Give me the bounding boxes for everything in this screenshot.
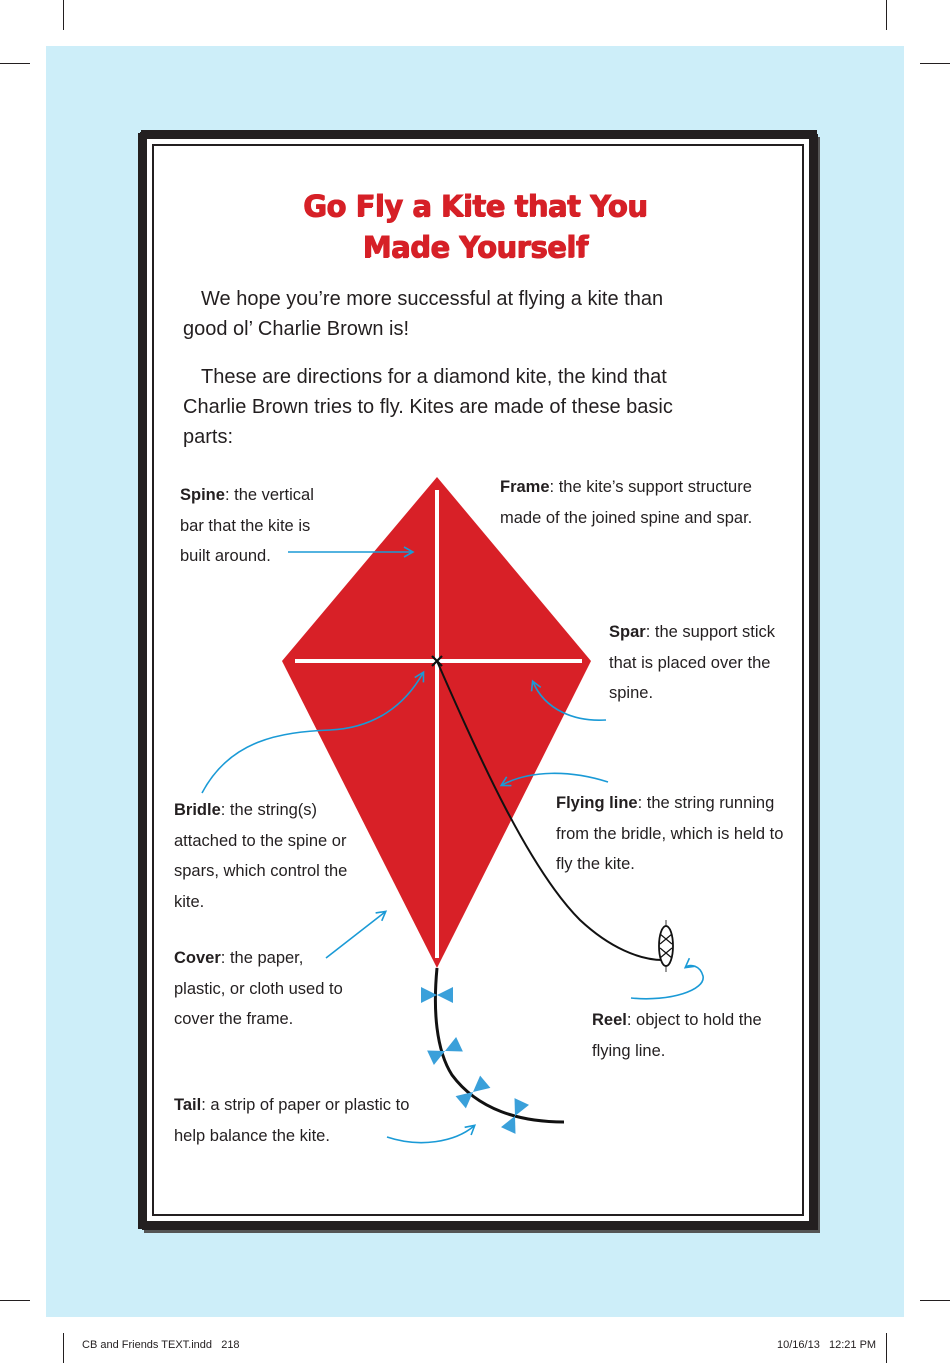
label-tail: Tail: a strip of paper or plastic to help balance the kite. (174, 1096, 410, 1145)
label-spar: Spar: the support stick that is placed over the spine. (609, 623, 775, 702)
footer-date: 10/16/13 12:21 PM (777, 1339, 877, 1351)
intro-paragraph-1: We hope you’re more successful at flying a kite than good ol’ Charlie Brown is! (183, 288, 664, 340)
label-spine: Spine: the vertical bar that the kite is built around. (180, 486, 314, 565)
label-flying-line: Flying line: the string running from the bridle, which is held to fly the kite. (556, 794, 784, 873)
label-reel: Reel: object to hold the flying line. (592, 1011, 762, 1060)
label-cover: Cover: the paper, plastic, or cloth used to cover the frame. (174, 949, 343, 1028)
footer-file-name: CB and Friends TEXT.indd 218 (82, 1339, 240, 1351)
title-line-1: Go Fly a Kite that You (302, 189, 648, 223)
label-bridle: Bridle: the string(s) attached to the spine or spars, which control the kite. (174, 801, 348, 911)
intro-paragraph-2: These are directions for a diamond kite, the kind that Charlie Brown tries to fly. Kites are made of these basic parts: (183, 366, 673, 448)
reel-arrow (631, 966, 703, 999)
reel-icon (659, 920, 673, 972)
label-frame: Frame: the kite’s support structure made of the joined spine and spar. (500, 478, 753, 527)
title-line-2: Made Yourself (362, 230, 588, 264)
tail-bow-icon (501, 1098, 529, 1134)
